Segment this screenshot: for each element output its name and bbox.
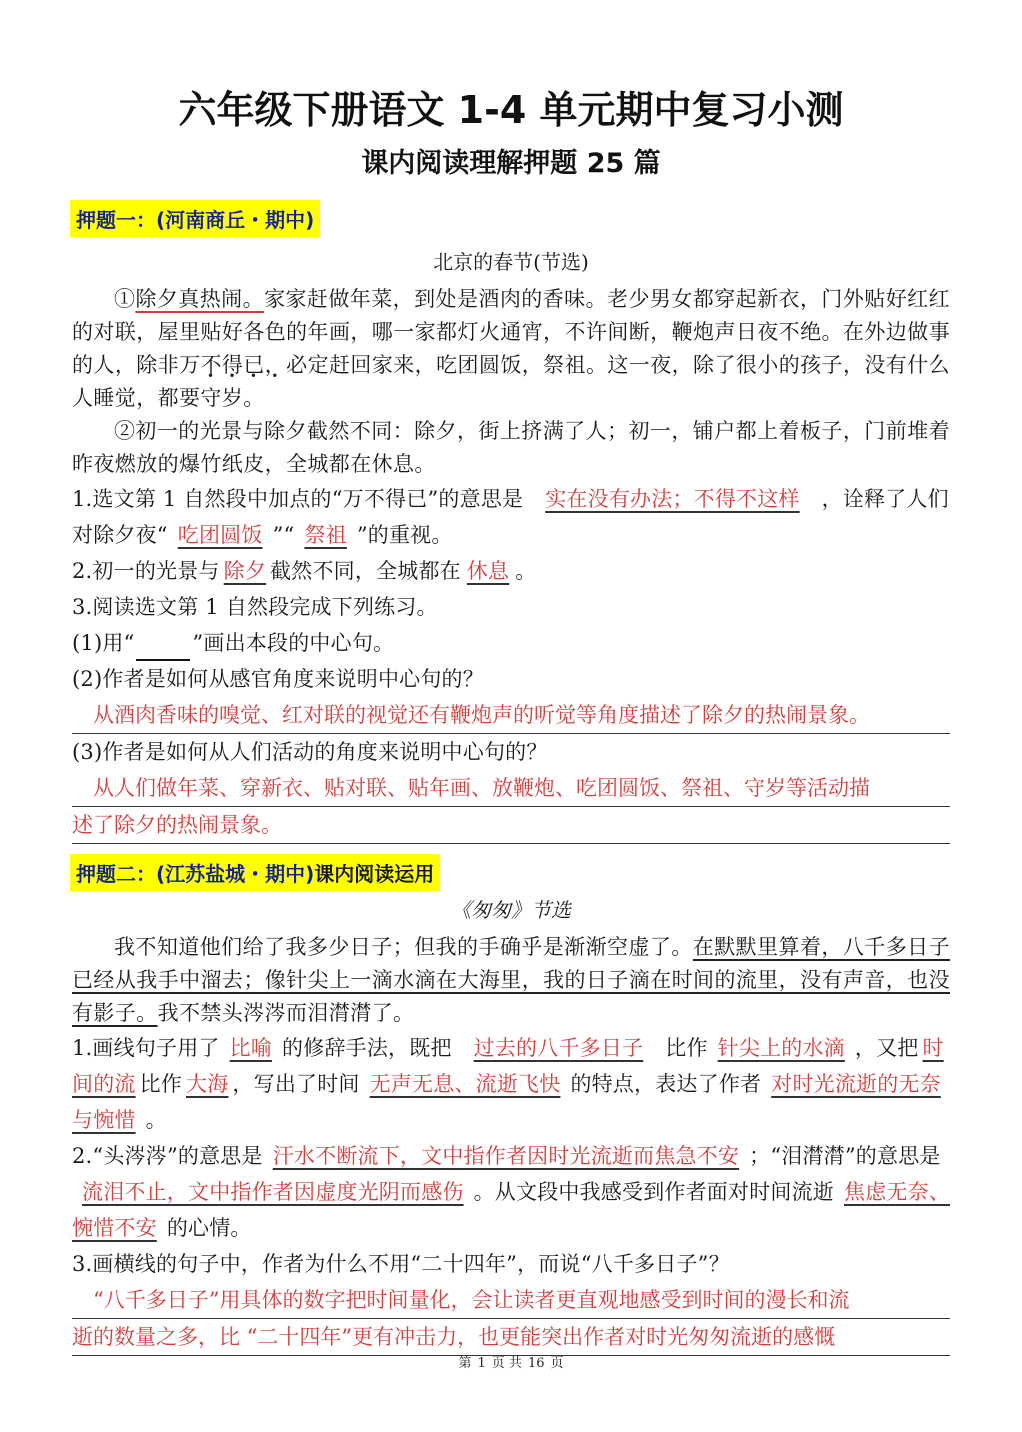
question-2-1 — [72, 1030, 950, 1138]
answer-3-3 — [72, 770, 950, 844]
answer-fill: 祭祖 — [304, 523, 347, 547]
question-text: 比作 — [139, 1072, 183, 1096]
question-text: 2.“头涔涔”的意思是 — [72, 1144, 263, 1168]
underline-sample — [136, 639, 190, 661]
para-text: ，必定赶回家来，吃团圆饭，祭祖。这一夜，除了很小的孩子，没有什么人睡觉，都要守岁。 — [72, 353, 951, 410]
answer-fill: 无声无息、流逝飞快 — [369, 1072, 561, 1096]
footer-total-pages: 16 — [527, 1356, 545, 1371]
answer-line: 述了除夕的热闹景象。 — [72, 807, 950, 844]
question-text: 2.初一的光景与 — [72, 559, 220, 583]
dotted-char: 已 — [243, 353, 265, 377]
question-text: 比作 — [665, 1036, 708, 1060]
footer-suffix: 页 — [550, 1356, 564, 1371]
answer-fill: 对时光流逝的无奈与惋惜 — [72, 1072, 941, 1132]
para-text: 我不禁头涔涔而泪潸潸了。 — [157, 1001, 415, 1025]
answer-line: 逝的数量之多，比 “二十四年”更有冲击力，也更能突出作者对时光匆匆流逝的感慨 — [72, 1319, 950, 1356]
answer-fill: 时间的流 — [72, 1036, 944, 1096]
para-text: 家家赶做年菜，到处是酒肉的香味。老少男女都穿起新衣，门外贴好红红的对联，屋里贴好各色的年画，哪一家都灯火通宵，不许间断，鞭炮声日夜不绝。在外边做事的人，除非 — [72, 287, 950, 377]
question-2 — [72, 553, 950, 589]
answer-2-3 — [72, 1282, 950, 1356]
question-text: 。 — [515, 559, 537, 583]
question-3-2: (2)作者是如何从感官角度来说明中心句的？ — [72, 667, 484, 691]
answer-fill: 针尖上的水滴 — [717, 1036, 845, 1060]
section-2-heading-tail: 课内阅读运用 — [314, 862, 435, 886]
question-3-3: (3)作者是如何从人们活动的角度来说明中心句的？ — [72, 740, 548, 764]
answer-fill: 流泪不止，文中指作者因虚度光阴而感伤 — [82, 1180, 464, 1204]
answer-fill: 休息 — [466, 559, 510, 583]
answer-fill: 大海 — [186, 1072, 229, 1096]
question-2-3: 3.画横线的句子中，作者为什么不用“二十四年”，而说“八千多日子”？ — [72, 1252, 730, 1276]
dotted-char: 万 — [179, 353, 201, 377]
underlined-sentence: 在默默里算着，八千多日子已经从我手中溜去；像针尖上一滴水滴在大海里，我的日子滴在时间的流里，没有声音，也没有影子。 — [72, 935, 950, 1025]
question-text: ”画出本段的中心句。 — [192, 631, 395, 655]
dotted-char: 得 — [221, 353, 244, 377]
answer-fill: 实在没有办法；不得不这样 — [545, 487, 800, 511]
question-text: ，写出了时间 — [232, 1072, 360, 1096]
question-3: 3.阅读选文第 1 自然段完成下列练习。 — [72, 595, 438, 619]
section-1-heading — [70, 200, 320, 237]
answer-line: “八千多日子”用具体的数字把时间量化，会让读者更直观地感受到时间的漫长和流 — [72, 1282, 950, 1319]
section-2-heading — [70, 854, 440, 891]
question-text: ，诠释了人们对除夕夜“ — [72, 487, 949, 547]
question-text: ”“ — [272, 523, 295, 547]
section-2-heading-text: 押题二：(江苏盐城・期中) — [76, 862, 315, 886]
para-text: 我不知道他们给了我多少日子；但我的手确乎是渐渐空虚了。 — [114, 935, 693, 959]
answer-fill: 汗水不断流下，文中指作者因时光流逝而焦急不安 — [272, 1144, 740, 1168]
section-1-passage-title: 北京的春节(节选) — [433, 250, 589, 274]
question-text: 。 — [145, 1108, 167, 1132]
section-1 — [72, 200, 950, 844]
page-title: 六年级下册语文 1-4 单元期中复习小测 — [178, 88, 844, 132]
section-2-passage-title: 《匆匆》节选 — [451, 898, 571, 922]
question-text: 的修辞手法，既把 — [282, 1036, 452, 1060]
question-text: 截然不同，全城都在 — [270, 559, 461, 583]
footer-page-number: 1 — [477, 1356, 486, 1371]
question-text: 的心情。 — [166, 1216, 252, 1240]
question-text: 。从文段中我感受到作者面对时间流逝 — [473, 1180, 835, 1204]
answer-fill: 吃团圆饭 — [177, 523, 263, 547]
question-text: ，又把 — [854, 1036, 919, 1060]
question-text: (1)用“ — [72, 631, 135, 655]
question-1 — [72, 481, 950, 553]
footer-mid: 页 共 — [491, 1356, 522, 1371]
answer-fill: 比喻 — [229, 1036, 273, 1060]
section-1-paragraph-2: ②初一的光景与除夕截然不同：除夕，街上挤满了人；初一，铺户都上着板子，门前堆着昨夜燃放的爆竹纸皮，全城都在休息。 — [72, 419, 950, 476]
page-footer — [0, 1352, 1022, 1371]
para-number: ① — [114, 287, 136, 311]
central-sentence: 除夕真热闹。 — [135, 287, 265, 311]
dotted-char: 不 — [200, 353, 222, 377]
question-text: ”的重视。 — [356, 523, 453, 547]
footer-prefix: 第 — [458, 1356, 472, 1371]
section-2 — [72, 854, 950, 1356]
question-3-1 — [72, 625, 950, 661]
section-1-paragraph-1 — [72, 283, 950, 415]
answer-fill: 过去的八千多日子 — [473, 1036, 644, 1060]
question-text: 1.选文第 1 自然段中加点的“万不得已”的意思是 — [72, 487, 524, 511]
question-text: 1.画线句子用了 — [72, 1036, 220, 1060]
answer-fill: 焦虑无奈、惋惜不安 — [72, 1180, 951, 1240]
question-text: 的特点，表达了作者 — [570, 1072, 762, 1096]
page-subtitle: 课内阅读理解押题 25 篇 — [361, 148, 661, 179]
answer-fill: 除夕 — [223, 559, 267, 583]
question-2-2 — [72, 1138, 950, 1246]
section-2-paragraph — [72, 931, 950, 1030]
section-1-heading-text: 押题一：(河南商丘・期中) — [76, 208, 315, 232]
answer-3-2: 从酒肉香味的嗅觉、红对联的视觉还有鞭炮声的听觉等角度描述了除夕的热闹景象。 — [72, 697, 950, 734]
question-text: ；“泪潸潸”的意思是 — [749, 1144, 941, 1168]
answer-line: 从人们做年菜、穿新衣、贴对联、贴年画、放鞭炮、吃团圆饭、祭祖、守岁等活动描 — [72, 770, 950, 807]
